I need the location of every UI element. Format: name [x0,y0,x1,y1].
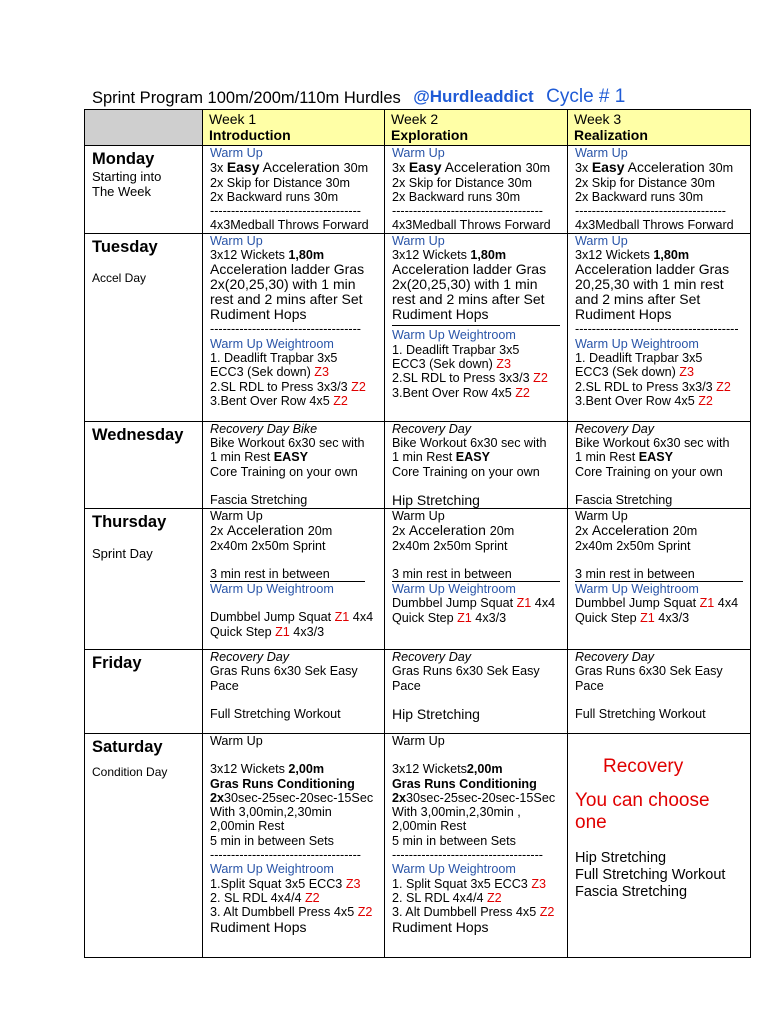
recovery-heading: Recovery [603,755,684,777]
day-name: Monday [92,150,155,168]
day-subtitle: Condition Day [92,764,168,779]
quick-step-line: Quick Step Z1 4x3/3 [575,610,690,625]
monday-week-1 [203,146,385,234]
stretch-line: Full Stretching Workout [210,706,341,721]
monday-week-3 [568,146,751,234]
friday-week-3 [568,649,751,733]
week-3-header [568,110,751,146]
monday-week-2 [385,146,568,234]
recovery-title: Recovery Day [575,421,655,436]
rdl-line: 2.SL RDL to Press 3x3/3 Z2 [392,371,548,386]
stretch-line: Full Stretching Workout [575,706,706,721]
backward-line: 2x Backward runs 30m [210,189,339,204]
day-subtitle: Accel Day [92,270,147,285]
header-corner [85,110,203,146]
row-line: 3.Bent Over Row 4x5 Z2 [210,393,348,408]
ladder-line: Acceleration ladder Gras [392,261,547,278]
tuesday-week-1 [203,233,385,421]
warm-up-label: Warm Up [575,233,628,248]
day-cell-friday [85,649,203,733]
week-name: Introduction [209,127,291,143]
acceleration-line: 2x Acceleration 20m [210,522,333,539]
ecc-line: ECC3 (Sek down) Z3 [575,365,694,380]
thursday-week-3 [568,508,751,649]
skip-line: 2x Skip for Distance 30m [575,175,715,190]
week-label: Week 2 [391,111,439,127]
warm-up-label: Warm Up [210,733,263,748]
hops-line: Rudiment Hops [210,918,307,935]
week-label: Week 1 [209,111,257,127]
recovery-title: Recovery Day [575,649,655,664]
day-subtitle: Starting into [92,169,162,184]
wickets-line: 3x12 Wickets 2,00m [210,762,325,777]
squat-line: Dumbbel Jump Squat Z1 4x4 [575,596,739,611]
deadlift-line: 1. Deadlift Trapbar 3x5 [392,342,520,357]
split-squat-line: 1. Split Squat 3x5 ECC3 Z3 [392,876,547,891]
gras-runs-line: Gras Runs 6x30 Sek Easy [575,664,723,679]
rest-line: 3 min rest in between [392,566,512,581]
ladder-line: Acceleration ladder Gras [210,261,365,278]
backward-line: 2x Backward runs 30m [392,189,521,204]
choose-line: one [575,811,607,833]
program-name: Sprint Program 100m/200m/110m Hurdles [92,89,401,107]
tuesday-row [85,233,751,421]
day-subtitle: Sprint Day [92,545,153,561]
saturday-week-1 [203,733,385,957]
sprint-line: 2x40m 2x50m Sprint [210,538,326,553]
press-line: 3. Alt Dumbbell Press 4x5 Z2 [392,905,555,920]
acceleration-line: 2x Acceleration 20m [575,522,698,539]
weightroom-label: Warm Up Weightroom [210,582,334,597]
tuesday-week-3 [568,233,751,421]
rest-line: 1 min Rest EASY [575,450,673,465]
day-name: Wednesday [92,425,184,444]
thursday-week-1 [203,508,385,649]
squat-line: Dumbbel Jump Squat Z1 4x4 [210,610,374,625]
weightroom-label: Warm Up Weightroom [392,582,516,597]
friday-week-1 [203,649,385,733]
stretch-option: Fascia Stretching [575,883,688,900]
day-cell-saturday [85,733,203,957]
cycle-label: Cycle # 1 [546,86,626,107]
divider-dashes: ------------------------------------ [575,204,726,219]
acceleration-line: 3x Easy Acceleration 30m [210,159,369,176]
stretch-option: Hip Stretching [575,849,667,866]
acceleration-line: 2x Acceleration 20m [392,522,515,539]
friday-row [85,649,751,733]
recovery-title: Recovery Day Bike [210,421,318,436]
wickets-line: 3x12 Wickets2,00m [392,762,503,777]
between-line: 5 min in between Sets [392,833,516,848]
day-name: Thursday [92,512,167,531]
rest-line: 1 min Rest EASY [392,450,490,465]
wednesday-week-1 [203,421,385,508]
weightroom-label: Warm Up Weightroom [392,862,516,877]
bike-line: Bike Workout 6x30 sec with [575,436,730,451]
between-line: 5 min in between Sets [210,833,334,848]
wednesday-week-3 [568,421,751,508]
bike-line: Bike Workout 6x30 sec with [210,436,365,451]
recovery-title: Recovery Day [392,649,472,664]
stretch-line: Fascia Stretching [575,492,673,507]
hops-line: Rudiment Hops [392,918,489,935]
wickets-line: 3x12 Wickets 1,80m [575,248,690,263]
day-name: Friday [92,653,142,672]
deadlift-line: 1. Deadlift Trapbar 3x5 [575,350,703,365]
sprint-line: 2x40m 2x50m Sprint [392,538,508,553]
thursday-row [85,508,751,649]
rdl-line: 2.SL RDL to Press 3x3/3 Z2 [210,379,366,394]
divider-rule [392,325,560,326]
warm-up-label: Warm Up [575,508,628,523]
program-title [92,86,625,110]
ladder-sets-line: 20,25,30 with 1 min rest [575,276,724,293]
backward-line: 2x Backward runs 30m [575,189,704,204]
core-line: Core Training on your own [210,464,358,479]
rest-line: 1 min Rest EASY [210,450,308,465]
wickets-line: 3x12 Wickets 1,80m [210,248,325,263]
warm-up-label: Warm Up [392,233,445,248]
medball-line: 4x3Medball Throws Forward [210,218,369,233]
day-cell-monday [85,146,203,234]
ladder-line: Acceleration ladder Gras [575,261,730,278]
week-name: Exploration [391,127,469,143]
recovery-title: Recovery Day [392,421,472,436]
week-1-header [203,110,385,146]
warm-up-label: Warm Up [210,146,263,160]
saturday-row [85,733,751,957]
rest-line: 2,00min Rest [210,819,285,834]
core-line: Core Training on your own [575,464,723,479]
hops-line: Rudiment Hops [210,306,307,323]
ladder-rest-line: and 2 mins after Set [575,291,701,308]
gras-runs-line: Gras Runs Conditioning [392,776,537,791]
core-line: Core Training on your own [392,464,540,479]
deadlift-line: 1. Deadlift Trapbar 3x5 [210,350,338,365]
hops-line: Rudiment Hops [575,306,672,323]
divider-dashes: ------------------------------------ [392,848,543,863]
stretch-line: Hip Stretching [392,491,480,508]
weightroom-label: Warm Up Weightroom [210,862,334,877]
day-cell-thursday [85,508,203,649]
day-name: Saturday [92,737,163,756]
stretch-line: Fascia Stretching [210,492,308,507]
thursday-week-2 [385,508,568,649]
weightroom-label: Warm Up Weightroom [210,336,334,351]
saturday-week-3 [568,733,751,957]
wednesday-week-2 [385,421,568,508]
day-cell-wednesday [85,421,203,508]
row-line: 3.Bent Over Row 4x5 Z2 [392,385,530,400]
bike-line: Bike Workout 6x30 sec with [392,436,547,451]
rest-line: 2,00min Rest [392,819,467,834]
ecc-line: ECC3 (Sek down) Z3 [210,365,329,380]
week-2-header [385,110,568,146]
schedule-table [84,109,751,958]
day-cell-tuesday [85,233,203,421]
pace-line: Pace [575,678,604,693]
quick-step-line: Quick Step Z1 4x3/3 [210,624,325,639]
press-line: 3. Alt Dumbbell Press 4x5 Z2 [210,905,373,920]
warm-up-label: Warm Up [392,508,445,523]
rdl-line: 2.SL RDL to Press 3x3/3 Z2 [575,379,731,394]
with-line: With 3,00min,2,30min , [392,805,521,820]
hops-line: Rudiment Hops [392,306,489,323]
divider-dashes: ------------------------------------ [210,848,361,863]
with-line: With 3,00min,2,30min [210,805,332,820]
day-subtitle: The Week [92,184,152,199]
rest-line: 3 min rest in between [210,566,330,581]
skip-line: 2x Skip for Distance 30m [210,175,350,190]
week-label: Week 3 [574,111,622,127]
rdl-line: 2. SL RDL 4x4/4 Z2 [392,890,502,905]
author-handle: @Hurdleaddict [413,87,534,106]
ladder-rest-line: rest and 2 mins after Set [210,291,363,308]
reps-line: 2x30sec-25sec-20sec-15Sec [392,790,556,805]
recovery-title: Recovery Day [210,649,290,664]
warm-up-label: Warm Up [575,146,628,160]
sprint-line: 2x40m 2x50m Sprint [575,538,691,553]
squat-line: Dumbbel Jump Squat Z1 4x4 [392,596,556,611]
divider-dashes: ------------------------------------ [210,322,361,337]
choose-line: You can choose [575,789,710,811]
ecc-line: ECC3 (Sek down) Z3 [392,356,511,371]
row-line: 3.Bent Over Row 4x5 Z2 [575,393,713,408]
divider-dashes: ------------------------------------ [392,204,543,219]
friday-week-2 [385,649,568,733]
rdl-line: 2. SL RDL 4x4/4 Z2 [210,890,320,905]
pace-line: Pace [210,678,239,693]
warm-up-label: Warm Up [392,146,445,160]
reps-line: 2x30sec-25sec-20sec-15Sec [210,790,374,805]
ladder-sets-line: 2x(20,25,30) with 1 min [392,276,538,293]
gras-runs-line: Gras Runs 6x30 Sek Easy [210,664,358,679]
gras-runs-line: Gras Runs 6x30 Sek Easy [392,664,540,679]
split-squat-line: 1.Split Squat 3x5 ECC3 Z3 [210,876,361,891]
warm-up-label: Warm Up [392,733,445,748]
divider-dashes: ------------------------------------ [210,204,361,219]
ladder-rest-line: rest and 2 mins after Set [392,291,545,308]
divider-dashes: --------------------------------------- [575,322,739,337]
warm-up-label: Warm Up [210,233,263,248]
quick-step-line: Quick Step Z1 4x3/3 [392,610,507,625]
stretch-line: Hip Stretching [392,705,480,722]
acceleration-line: 3x Easy Acceleration 30m [575,159,734,176]
weightroom-label: Warm Up Weightroom [392,328,516,343]
medball-line: 4x3Medball Throws Forward [392,218,551,233]
skip-line: 2x Skip for Distance 30m [392,175,532,190]
tuesday-week-2 [385,233,568,421]
pace-line: Pace [392,678,421,693]
weightroom-label: Warm Up Weightroom [575,336,699,351]
acceleration-line: 3x Easy Acceleration 30m [392,159,551,176]
monday-row [85,146,751,234]
wednesday-row [85,421,751,508]
saturday-week-2 [385,733,568,957]
warm-up-label: Warm Up [210,508,263,523]
weightroom-label: Warm Up Weightroom [575,582,699,597]
rest-line: 3 min rest in between [575,566,695,581]
week-name: Realization [574,127,648,143]
ladder-sets-line: 2x(20,25,30) with 1 min [210,276,356,293]
header-row [85,110,751,146]
stretch-option: Full Stretching Workout [575,866,726,883]
day-name: Tuesday [92,237,158,256]
medball-line: 4x3Medball Throws Forward [575,218,734,233]
gras-runs-line: Gras Runs Conditioning [210,776,355,791]
wickets-line: 3x12 Wickets 1,80m [392,248,507,263]
